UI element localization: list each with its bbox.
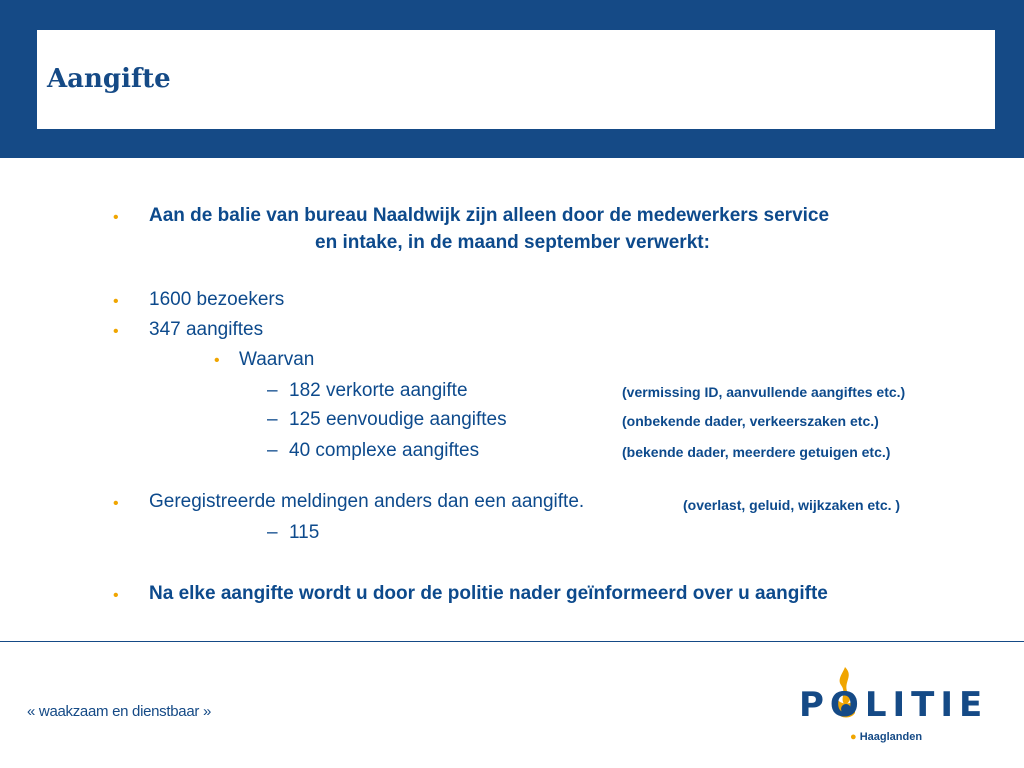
bullet-icon: •: [113, 323, 119, 340]
visitors-count: 1600 bezoekers: [149, 289, 285, 310]
item-simple-report-note: (onbekende dader, verkeerszaken etc.): [622, 413, 879, 429]
registered-note: (overlast, geluid, wijkzaken etc. ): [683, 497, 901, 513]
logo-region: [850, 731, 922, 743]
item-complex-report: 40 complexe aangiftes: [289, 440, 480, 461]
registered-count: 115: [289, 522, 320, 543]
bullet-icon: •: [113, 495, 119, 512]
item-short-report: 182 verkorte aangifte: [289, 380, 468, 401]
slide-title: Aangifte: [47, 64, 171, 94]
dash-icon: –: [267, 522, 278, 543]
closing-line: Na elke aangifte wordt u door de politie nader geïnformeerd over u aangifte: [149, 583, 828, 604]
logo-region-label: Haaglanden: [859, 731, 923, 743]
bullet-icon: •: [113, 587, 119, 604]
item-short-report-note: (vermissing ID, aanvullende aangiftes etc.): [622, 384, 906, 400]
registered-line: Geregistreerde meldingen anders dan een aangifte.: [149, 491, 585, 512]
intro-line-2: en intake, in de maand september verwerkt:: [315, 232, 710, 253]
footer-divider: [0, 641, 1024, 642]
dash-icon: –: [267, 380, 278, 401]
dash-icon: –: [267, 409, 278, 430]
intro-line-1: Aan de balie van bureau Naaldwijk zijn alleen door de medewerkers service: [149, 205, 830, 226]
politie-logo: [795, 665, 989, 750]
item-simple-report: 125 eenvoudige aangiftes: [289, 409, 507, 430]
logo-dot-icon: ●: [850, 731, 857, 743]
bullet-icon: •: [113, 293, 119, 310]
bullet-icon: •: [214, 352, 220, 369]
item-complex-report-note: (bekende dader, meerdere getuigen etc.): [622, 444, 891, 460]
reports-count: 347 aangiftes: [149, 319, 264, 340]
dash-icon: –: [267, 440, 278, 461]
logo-wordmark: POLITIE: [799, 685, 989, 725]
slogan: « waakzaam en dienstbaar »: [27, 703, 211, 720]
of-which-label: Waarvan: [239, 349, 315, 370]
bullet-icon: •: [113, 209, 119, 226]
